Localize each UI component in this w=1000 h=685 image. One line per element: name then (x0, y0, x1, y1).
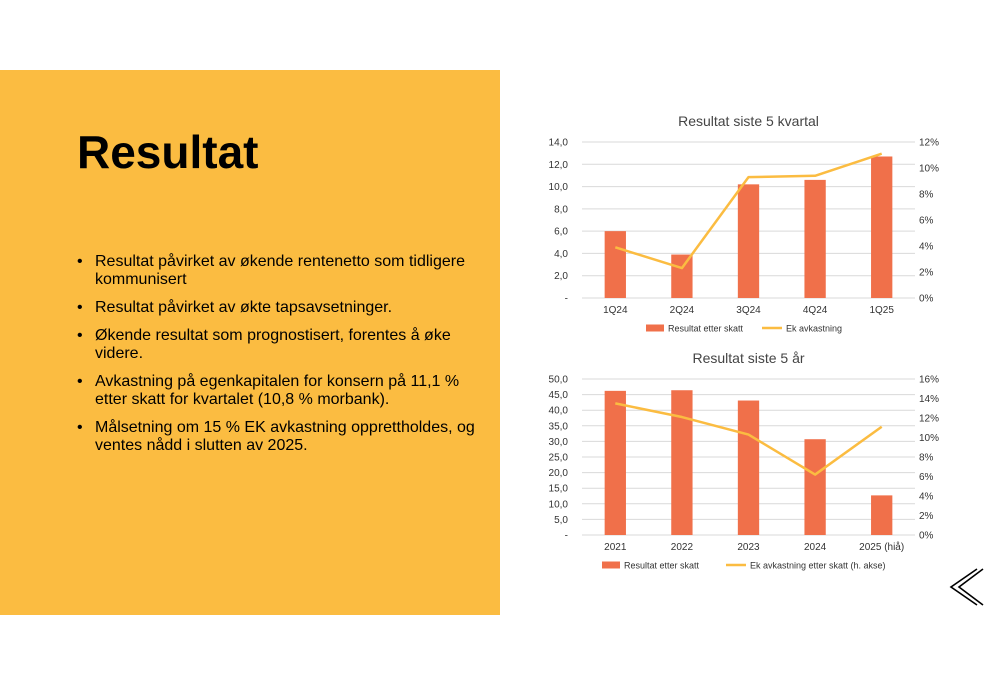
x-tick-label: 1Q24 (603, 305, 628, 316)
bar (671, 390, 692, 535)
legend-label: Ek avkastning (786, 323, 843, 334)
y2-tick-label: 8% (919, 189, 934, 201)
bar (671, 255, 692, 298)
legend-label: Resultat etter skatt (668, 323, 744, 334)
bar (605, 391, 626, 535)
quarterly-result-chart (530, 108, 950, 338)
y-tick-label: 15,0 (548, 483, 568, 495)
y-tick-label: 35,0 (548, 421, 568, 433)
y2-tick-label: 14% (919, 394, 940, 405)
y-tick-label: 40,0 (548, 405, 568, 417)
y2-tick-label: 16% (919, 374, 940, 386)
bar (804, 439, 825, 535)
y2-tick-label: 0% (919, 293, 934, 305)
y2-tick-label: 4% (919, 491, 934, 503)
bar (738, 401, 759, 535)
chart-title: Resultat siste 5 år (692, 350, 805, 366)
y-tick-label: 12,0 (548, 159, 568, 171)
chart-svg (530, 108, 950, 338)
x-tick-label: 1Q25 (869, 305, 894, 316)
chart-title: Resultat siste 5 kvartal (678, 113, 819, 129)
y2-tick-label: 6% (919, 472, 934, 483)
y-tick-label: 14,0 (548, 137, 568, 149)
y-tick-label: - (564, 530, 568, 542)
bar (605, 231, 626, 298)
bullet-item: • Avkastning på egenkapitalen for konsern på 11,1 % etter skatt for kvartalet (10,8 % morbank). (75, 373, 475, 409)
y2-tick-label: 6% (919, 215, 934, 227)
y-tick-label: 8,0 (554, 204, 568, 216)
x-tick-label: 4Q24 (802, 305, 828, 316)
legend-label: Resultat etter skatt (624, 560, 700, 571)
x-tick-label: 2022 (670, 542, 694, 553)
bullet-item: • Målsetning om 15 % EK avkastning opprettholdes, og ventes nådd i slutten av 2025. (75, 419, 475, 455)
y-tick-label: 25,0 (548, 452, 568, 464)
y-tick-label: 20,0 (548, 468, 568, 480)
y-tick-label: 10,0 (548, 499, 568, 511)
y-tick-label: - (564, 293, 568, 305)
legend-swatch-bar (646, 325, 664, 332)
y2-tick-label: 12% (919, 413, 940, 425)
bullet-list (75, 253, 475, 465)
y-tick-label: 5,0 (554, 514, 568, 526)
y2-tick-label: 10% (919, 433, 940, 444)
bar (871, 495, 892, 535)
y-tick-label: 10,0 (548, 182, 568, 194)
legend-swatch-bar (602, 562, 620, 569)
y2-tick-label: 0% (919, 530, 934, 542)
x-tick-label: 3Q24 (736, 305, 761, 316)
bar (871, 156, 892, 298)
legend-label: Ek avkastning etter skatt (h. akse) (750, 560, 886, 571)
y-tick-label: 6,0 (554, 226, 568, 238)
y2-tick-label: 12% (919, 137, 940, 149)
bar (804, 180, 825, 298)
bullet-item: • Resultat påvirket av økende rentenetto som tidligere kommunisert (75, 253, 475, 289)
x-tick-label: 2023 (737, 542, 760, 553)
bullet-item: • Økende resultat som prognostisert, forentes å øke videre. (75, 327, 475, 363)
bar (738, 184, 759, 298)
annual-result-chart (530, 345, 950, 580)
y2-tick-label: 8% (919, 452, 934, 464)
x-tick-label: 2024 (803, 542, 827, 553)
y2-tick-label: 10% (919, 163, 940, 175)
y2-tick-label: 2% (919, 267, 934, 279)
y-tick-label: 2,0 (554, 271, 568, 283)
y-tick-label: 45,0 (548, 390, 568, 402)
x-tick-label: 2021 (604, 542, 627, 553)
chevron-k-logo-icon (945, 566, 985, 608)
bullet-item: • Resultat påvirket av økte tapsavsetninger. (75, 299, 475, 317)
chart-svg (530, 345, 950, 580)
x-tick-label: 2025 (hiå) (859, 542, 905, 553)
slide-title: Resultat (77, 126, 259, 178)
y-tick-label: 50,0 (548, 374, 568, 386)
x-tick-label: 2Q24 (669, 305, 695, 316)
y-tick-label: 4,0 (554, 248, 568, 260)
y-tick-label: 30,0 (548, 436, 568, 448)
y2-tick-label: 4% (919, 241, 934, 253)
y2-tick-label: 2% (919, 511, 934, 522)
